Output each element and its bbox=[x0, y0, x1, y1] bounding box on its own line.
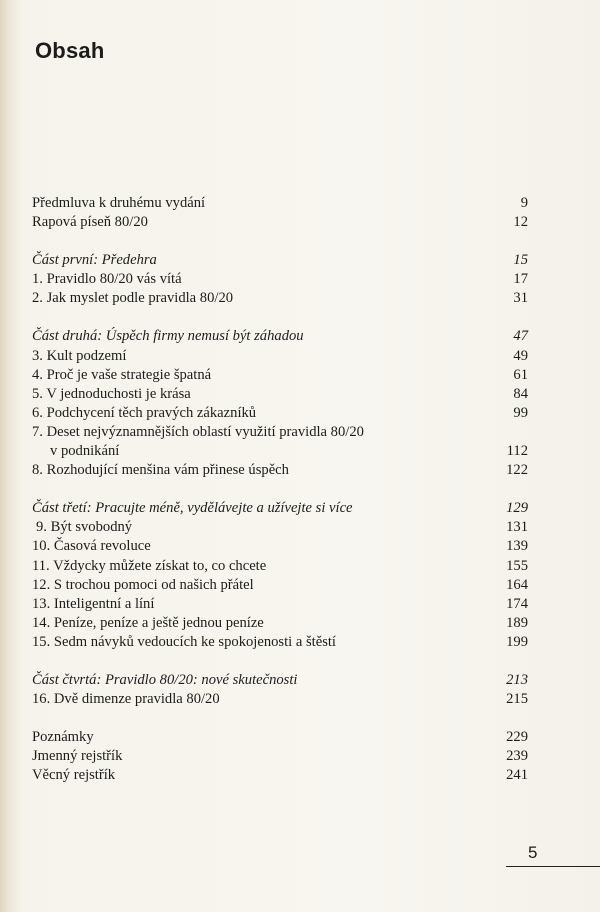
toc-entry-label-text: 12. S trochou pomoci od našich přátel bbox=[32, 576, 254, 593]
toc-page-number: 215 bbox=[506, 691, 528, 708]
toc-entry-label bbox=[32, 327, 498, 346]
toc-entry bbox=[32, 614, 528, 633]
toc-entry-label-text: 14. Peníze, peníze a ještě jednou peníze bbox=[32, 614, 264, 631]
toc-entry-label-text: Část první: Předehra bbox=[32, 252, 157, 269]
toc-page-number: 17 bbox=[513, 271, 528, 288]
toc-entry-label bbox=[32, 766, 498, 785]
toc-entry bbox=[32, 194, 528, 213]
toc-entry-label bbox=[32, 251, 498, 270]
toc-page-number: 112 bbox=[506, 443, 528, 460]
toc-entry-label-text: 6. Podchycení těch pravých zákazníků bbox=[32, 404, 257, 421]
toc-page-number: 241 bbox=[506, 767, 528, 784]
toc-entry bbox=[32, 270, 528, 289]
toc-entry-label-text: 16. Dvě dimenze pravidla 80/20 bbox=[32, 691, 220, 708]
toc-entry bbox=[32, 461, 528, 480]
toc-entry bbox=[32, 747, 528, 766]
toc-entry-label bbox=[32, 499, 498, 518]
toc-entry-label-text: Část třetí: Pracujte méně, vydělávejte a užívejte si více bbox=[32, 500, 353, 517]
toc-part-heading bbox=[32, 327, 528, 346]
toc-page-number: 213 bbox=[506, 671, 528, 688]
footer-rule bbox=[506, 866, 600, 867]
toc-entry-label-text: Jmenný rejstřík bbox=[32, 748, 123, 765]
toc-page-number: 155 bbox=[506, 557, 528, 574]
toc-entry-label bbox=[32, 747, 498, 766]
toc-group bbox=[32, 671, 528, 709]
toc-group bbox=[32, 499, 528, 652]
toc-page-number: 229 bbox=[506, 729, 528, 746]
toc-entry-label-text: Část čtvrtá: Pravidlo 80/20: nové skutečnosti bbox=[32, 671, 298, 688]
toc-entry-label bbox=[32, 537, 498, 556]
toc-page-number: 31 bbox=[513, 290, 528, 307]
toc-entry-label-text: Věcný rejstřík bbox=[32, 767, 116, 784]
toc-entry-label bbox=[32, 213, 498, 232]
toc-entry-label-text: 7. Deset nejvýznamnějších oblastí využití pravidla 80/20 bbox=[32, 423, 364, 440]
toc-page-number: 61 bbox=[513, 366, 528, 383]
toc-entry-label-text: 13. Inteligentní a líní bbox=[32, 595, 155, 612]
toc-entry-label bbox=[32, 633, 498, 652]
toc-entry bbox=[32, 537, 528, 556]
toc-page-number: 99 bbox=[513, 404, 528, 421]
toc-entry-label bbox=[32, 404, 498, 423]
toc-entry bbox=[32, 347, 528, 366]
toc-entry bbox=[32, 557, 528, 576]
toc-entry bbox=[32, 213, 528, 232]
toc-entry bbox=[32, 423, 528, 461]
toc-entry-label bbox=[32, 614, 498, 633]
toc-entry bbox=[32, 366, 528, 385]
toc-entry-label-text: 4. Proč je vaše strategie špatná bbox=[32, 366, 212, 383]
toc-page-number: 47 bbox=[513, 328, 528, 345]
toc-entry-label bbox=[32, 690, 498, 709]
toc-part-heading bbox=[32, 251, 528, 270]
toc-entry-label bbox=[32, 461, 498, 480]
toc-entry-label-text: 5. V jednoduchosti je krása bbox=[32, 385, 191, 402]
toc-entry-label bbox=[32, 289, 498, 308]
toc-entry-label-text: 1. Pravidlo 80/20 vás vítá bbox=[32, 271, 182, 288]
toc-entry-label bbox=[32, 728, 498, 747]
toc-part-heading bbox=[32, 499, 528, 518]
table-of-contents bbox=[32, 194, 528, 804]
toc-page-number: 49 bbox=[513, 347, 528, 364]
toc-entry-label bbox=[32, 366, 498, 385]
toc-entry-label-text: Rapová píseň 80/20 bbox=[32, 214, 148, 231]
toc-page-number: 9 bbox=[520, 195, 528, 211]
toc-group bbox=[32, 728, 528, 785]
toc-entry-label-text: 10. Časová revoluce bbox=[32, 538, 151, 555]
toc-page-number: 164 bbox=[506, 576, 528, 593]
toc-entry-label-text: 3. Kult podzemí bbox=[32, 347, 127, 364]
toc-page-number: 12 bbox=[513, 214, 528, 231]
toc-entry-label bbox=[32, 576, 498, 595]
toc-entry-label-text: Předmluva k druhému vydání bbox=[32, 195, 206, 211]
toc-entry-label bbox=[32, 423, 498, 461]
toc-entry-label bbox=[32, 518, 498, 537]
toc-entry-label bbox=[32, 385, 498, 404]
toc-entry-label bbox=[32, 595, 498, 614]
toc-page-number: 189 bbox=[506, 614, 528, 631]
toc-entry-label-text: Část druhá: Úspěch firmy nemusí být záhadou bbox=[32, 328, 304, 345]
toc-entry-label bbox=[32, 347, 498, 366]
toc-page-number: 139 bbox=[506, 538, 528, 555]
toc-entry bbox=[32, 633, 528, 652]
toc-group bbox=[32, 194, 528, 232]
toc-page-number: 122 bbox=[506, 462, 528, 479]
toc-group bbox=[32, 327, 528, 480]
toc-page-number: 174 bbox=[506, 595, 528, 612]
toc-part-heading bbox=[32, 671, 528, 690]
toc-entry-label bbox=[32, 671, 498, 690]
page-title: Obsah bbox=[35, 38, 105, 63]
toc-entry bbox=[32, 404, 528, 423]
toc-entry-label-text: 2. Jak myslet podle pravidla 80/20 bbox=[32, 290, 234, 307]
toc-group bbox=[32, 251, 528, 308]
toc-page-number: 131 bbox=[506, 519, 528, 536]
toc-entry bbox=[32, 595, 528, 614]
toc-entry-label-text: 9. Být svobodný bbox=[36, 519, 133, 536]
toc-entry-label-text: 11. Vždycky můžete získat to, co chcete bbox=[32, 557, 267, 574]
toc-page-number: 239 bbox=[506, 748, 528, 765]
toc-entry-label-text: 8. Rozhodující menšina vám přinese úspěch bbox=[32, 462, 289, 479]
toc-entry bbox=[32, 728, 528, 747]
toc-page-number: 199 bbox=[506, 633, 528, 650]
toc-entry-label-text: 15. Sedm návyků vedoucích ke spokojenosti a štěstí bbox=[32, 633, 336, 650]
toc-entry bbox=[32, 518, 528, 537]
toc-entry bbox=[32, 576, 528, 595]
toc-entry bbox=[32, 766, 528, 785]
toc-entry-label bbox=[32, 557, 498, 576]
toc-page-number: 84 bbox=[513, 385, 528, 402]
toc-entry bbox=[32, 690, 528, 709]
toc-page-number: 129 bbox=[506, 500, 528, 517]
toc-entry-label-text: Poznámky bbox=[32, 729, 94, 746]
toc-entry-label bbox=[32, 270, 498, 289]
toc-entry-label-continuation: v podnikání bbox=[50, 443, 120, 460]
toc-page-number: 15 bbox=[513, 252, 528, 269]
page-number: 5 bbox=[528, 843, 538, 862]
toc-entry-label bbox=[32, 194, 498, 213]
toc-entry bbox=[32, 385, 528, 404]
toc-entry bbox=[32, 289, 528, 308]
